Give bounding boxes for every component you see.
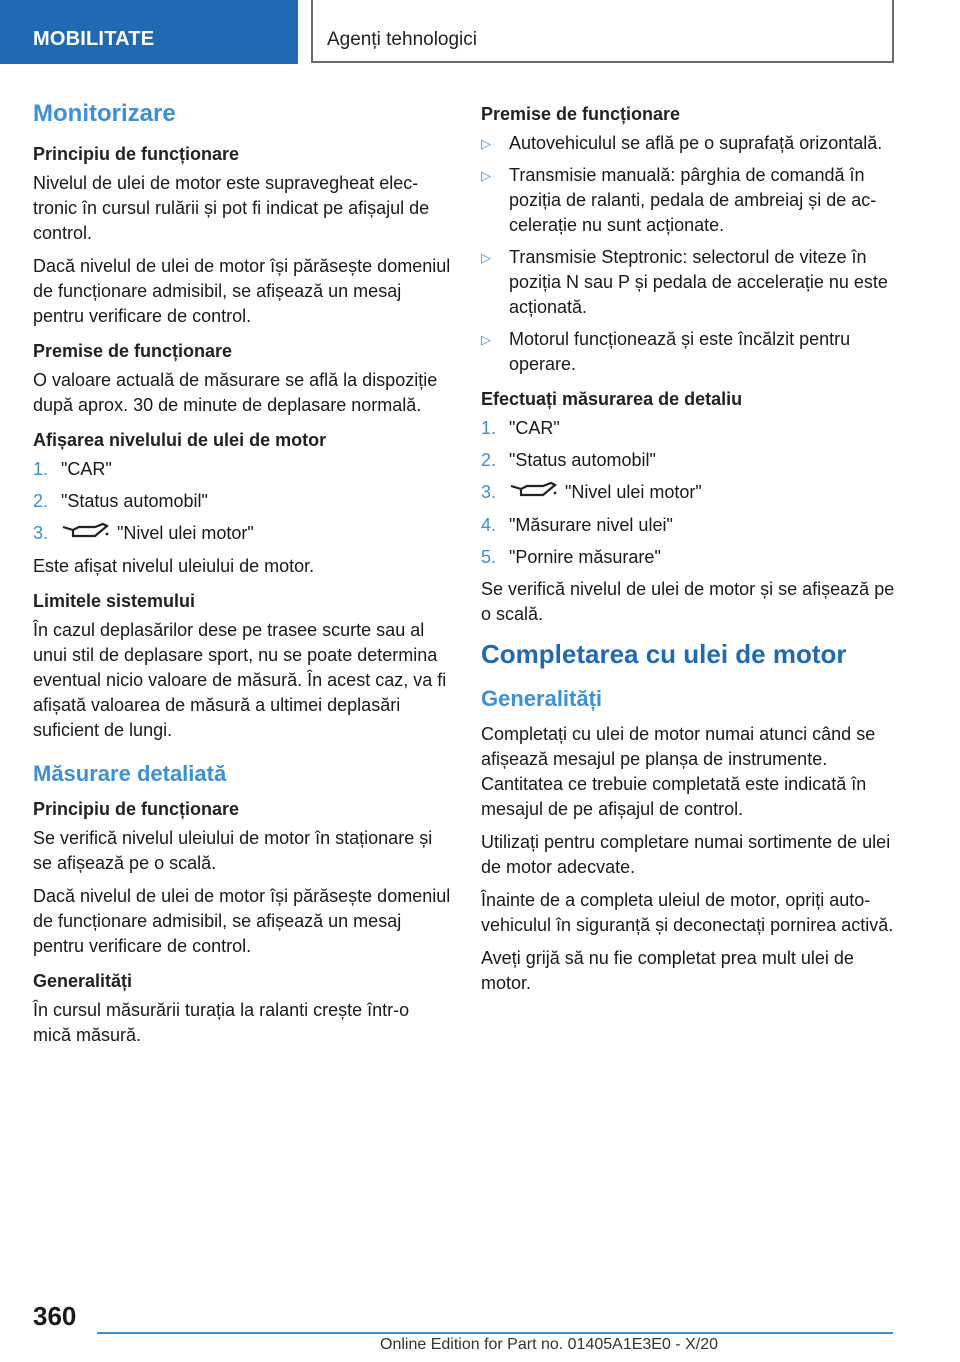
step-text: "Pornire măsurare" [509,546,661,567]
heading-completare: Completarea cu ulei de motor [481,638,847,669]
paragraph: Aveți grijă să nu fie completat prea mult ulei de motor. [481,947,854,993]
triangle-bullet-icon: ▷ [481,332,491,347]
list-item [481,513,901,538]
section-label: MOBILITATE [33,28,155,50]
step-number: 1. [33,459,49,479]
list-item [481,480,901,506]
heading-masurare: Măsurare detaliată [33,760,227,786]
steps-list [481,416,901,570]
paragraph: O valoare actuală de măsurare se află la dispoziție după aprox. 30 de minute de deplasare normală. [33,370,438,415]
list-item [33,521,451,547]
paragraph: Este afișat nivelul uleiului de motor. [33,555,315,576]
step-text: "Status automobil" [61,491,208,511]
step-text: "Nivel ulei motor" [565,482,702,502]
list-item [481,448,901,473]
triangle-bullet-icon: ▷ [481,168,491,183]
right-column [481,100,901,1004]
heading-principiu: Principiu de funcționare [33,144,240,164]
list-item [481,416,901,441]
paragraph: Dacă nivelul de ulei de motor își părăsește domeniul de funcționare admisibil, se afișează un mesaj pentru verificare de control. [33,885,451,956]
bullet-text: Motorul funcționează și este încălzit pentru operare. [509,329,851,374]
heading-afisare: Afișarea nivelului de ulei de motor [33,430,327,450]
page-number: 360 [33,1301,77,1331]
list-item [481,327,901,377]
step-text: "CAR" [61,459,112,479]
list-item [33,489,451,514]
chapter-box [311,0,894,63]
step-text: "Măsurare nivel ulei" [509,514,673,535]
oil-can-icon [61,522,109,547]
triangle-bullet-icon: ▷ [481,250,491,265]
paragraph: Înainte de a completa uleiul de motor, opriți autovehiculul în siguranță și deconectați pornirea activă. [481,889,894,935]
footer-edition: Online Edition for Part no. 01405A1E3E0 - X/20 [380,1336,718,1353]
heading-limite: Limitele sistemului [33,590,196,611]
left-column [33,100,451,1056]
bullet-text: Autovehiculul se află pe o suprafață orizontală. [509,133,883,153]
paragraph: Nivelul de ulei de motor este supravegheat electronic în cursul rulării și pot fi indicat pe afișajul de control. [33,173,430,243]
heading-premise: Premise de funcționare [481,104,681,124]
steps-list [33,457,451,547]
list-item [481,131,901,156]
heading-generalitati: Generalități [481,685,603,711]
paragraph: În cursul măsurării turația la ralanti crește într-o mică măsură. [33,999,410,1045]
step-number: 2. [481,450,497,470]
section-tab [0,0,298,64]
triangle-bullet-icon: ▷ [481,136,491,151]
step-text: "Status automobil" [509,450,656,470]
step-text: "Nivel ulei motor" [117,523,254,543]
paragraph: Utilizați pentru completare numai sortimente de ulei de motor adecvate. [481,831,891,877]
paragraph: Se verifică nivelul de ulei de motor și se afișează pe o scală. [481,578,895,624]
list-item [481,245,901,320]
paragraph: În cazul deplasărilor dese pe trasee scurte sau al unui stil de deplasare sport, nu se poate determina eventual nicio valoare de măsură. În acest caz, va fi afișată valoarea de măsură a ultimei deplasări suficient de lungi. [33,619,447,740]
step-number: 2. [33,491,49,511]
list-item [481,545,901,570]
paragraph: Completați cu ulei de motor numai atunci când se afișează mesajul pe planșa de instrumente. Cantitatea ce trebuie completată este indicată în mesajul de pe afișajul de control. [481,723,876,819]
bullet-text: Transmisie Steptronic: selectorul de viteze în poziția N sau P și pedala de accelerație nu este acționată. [509,247,888,317]
heading-premise: Premise de funcționare [33,341,233,361]
paragraph: Se verifică nivelul uleiului de motor în staționare și se afișează pe o scală. [33,827,433,873]
bullet-text: Transmisie manuală: pârghia de comandă în poziția de ralanti, pedala de ambreiaj și de accelerație nu sunt acționate. [509,165,877,235]
step-number: 3. [33,523,49,543]
step-number: 3. [481,482,497,502]
step-number: 1. [481,418,497,438]
heading-efectuati: Efectuați măsurarea de detaliu [481,389,743,409]
chapter-label: Agenți tehnologici [327,29,477,50]
heading-monitorizare: Monitorizare [33,100,176,127]
paragraph: Dacă nivelul de ulei de motor își părăsește domeniul de funcționare admisibil, se afișează un mesaj pentru verificare de control. [33,256,451,326]
step-text: "CAR" [509,418,560,438]
oil-can-icon [509,481,557,506]
step-number: 4. [481,514,497,535]
list-item [33,457,451,482]
list-item [481,163,901,238]
footer-divider [97,1332,893,1334]
step-number: 5. [481,546,497,567]
heading-generalitati: Generalități [33,970,133,991]
heading-principiu: Principiu de funcționare [33,798,240,819]
bullet-list [481,131,901,377]
